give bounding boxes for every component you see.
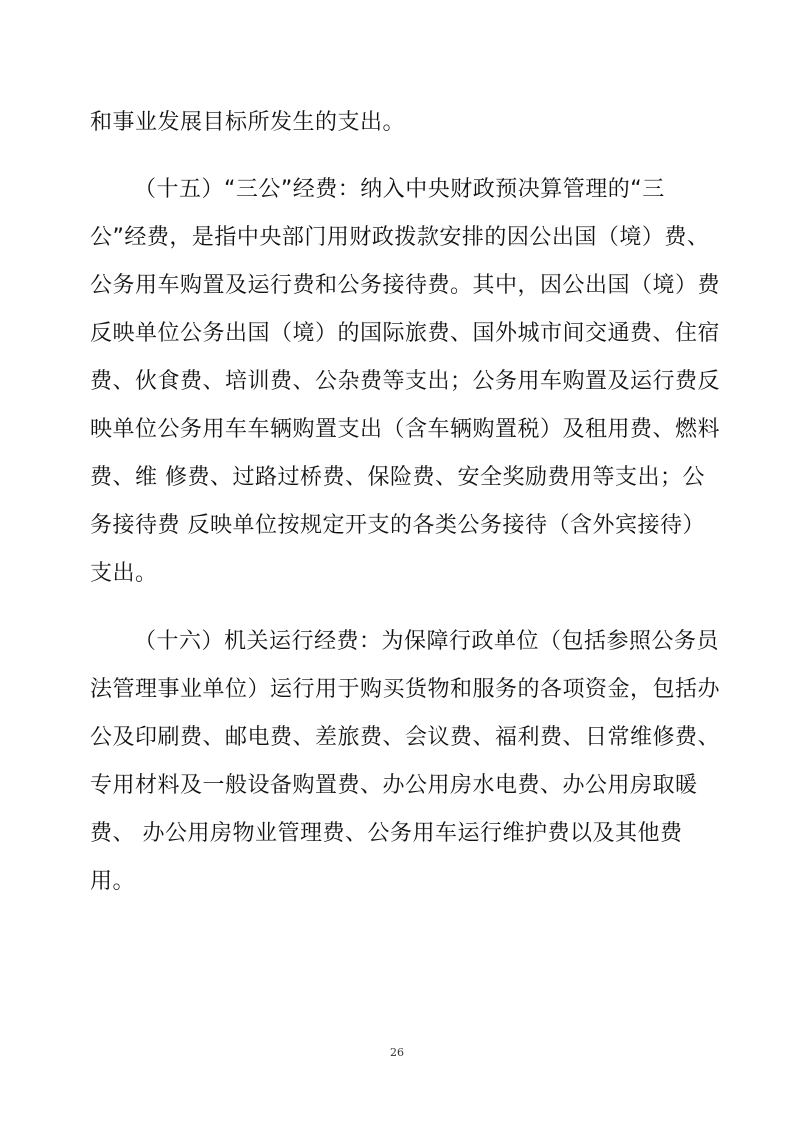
- page-number: 26: [390, 1046, 404, 1059]
- section-heading-line: （十六）机关运行经费：为保障行政单位（包括参照公务员: [134, 629, 720, 654]
- body-text-line: 和事业发展目标所发生的支出。: [90, 110, 406, 135]
- section-heading-line: （十五）“三公”经费：纳入中央财政预决算管理的“三: [134, 177, 665, 202]
- body-text-line: 费、伙食费、培训费、公杂费等支出；公务用车购置及运行费反: [90, 369, 721, 394]
- body-text-line: 法管理事业单位）运行用于购买货物和服务的各项资金，包括办: [90, 677, 721, 702]
- body-text-line: 费、 办公用房物业管理费、公务用车运行维护费以及其他费: [90, 821, 683, 846]
- body-text-line: 务接待费 反映单位按规定开支的各类公务接待（含外宾接待）: [90, 513, 705, 538]
- body-text-line: 用。: [90, 869, 136, 894]
- body-text-line: 支出。: [90, 561, 158, 586]
- body-text-line: 映单位公务用车车辆购置支出（含车辆购置税）及租用费、燃料: [90, 417, 721, 442]
- body-text-line: 专用材料及一般设备购置费、办公用房水电费、办公用房取暖: [90, 773, 698, 798]
- body-text-line: 公”经费，是指中央部门用财政拨款安排的因公出国（境）费、: [90, 225, 710, 250]
- body-text-line: 反映单位公务出国（境）的国际旅费、国外城市间交通费、住宿: [90, 321, 721, 346]
- body-text-line: 公务用车购置及运行费和公务接待费。其中，因公出国（境）费: [90, 273, 721, 298]
- body-text-line: 费、维 修费、过路过桥费、保险费、安全奖励费用等支出；公: [90, 465, 705, 490]
- body-text-line: 公及印刷费、邮电费、差旅费、会议费、福利费、日常维修费、: [90, 725, 721, 750]
